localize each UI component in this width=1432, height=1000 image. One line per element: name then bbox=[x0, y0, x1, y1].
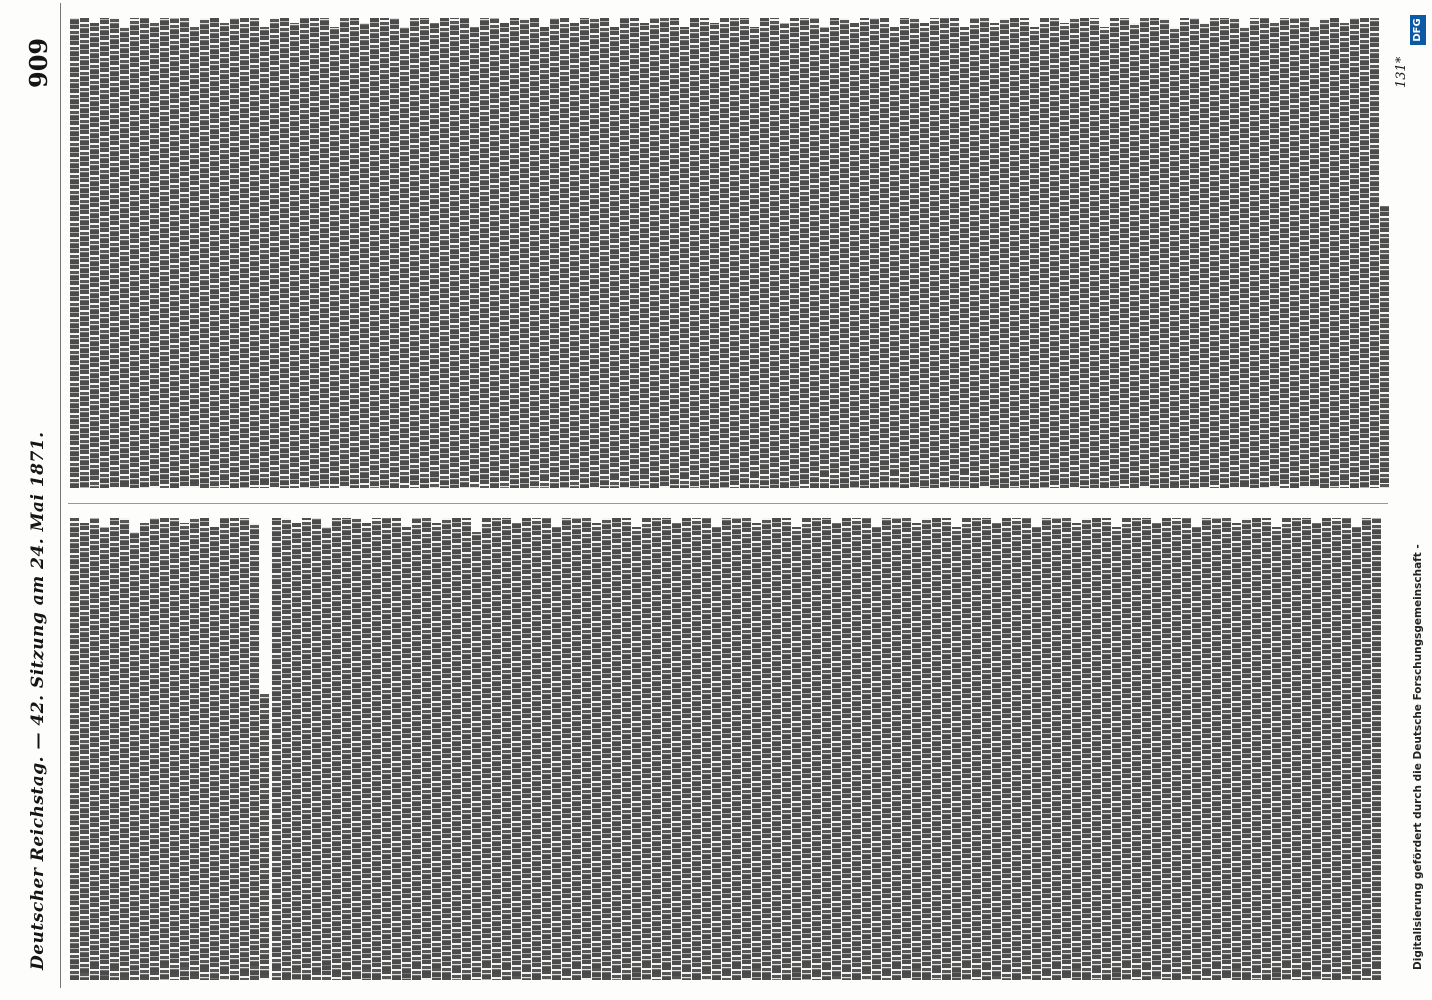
text-line bbox=[150, 23, 159, 488]
text-line bbox=[552, 527, 561, 980]
text-line bbox=[520, 18, 529, 488]
text-line bbox=[1180, 18, 1189, 488]
text-line bbox=[1100, 27, 1109, 488]
text-line bbox=[1212, 518, 1221, 980]
text-line bbox=[722, 518, 731, 980]
text-line bbox=[1042, 518, 1051, 980]
text-line bbox=[270, 18, 279, 488]
text-line bbox=[170, 18, 179, 488]
text-line bbox=[1130, 23, 1139, 488]
text-line bbox=[822, 518, 831, 980]
text-line bbox=[500, 23, 509, 488]
text-line bbox=[492, 518, 501, 980]
text-line bbox=[830, 18, 839, 488]
text-line bbox=[1190, 18, 1199, 488]
text-line bbox=[210, 527, 219, 980]
text-line bbox=[1252, 518, 1261, 980]
text-line bbox=[1110, 18, 1119, 488]
text-line bbox=[1332, 518, 1341, 980]
text-line bbox=[940, 18, 949, 488]
text-line bbox=[70, 18, 79, 488]
text-line bbox=[990, 23, 999, 488]
text-line bbox=[1150, 18, 1159, 488]
text-line bbox=[400, 27, 409, 488]
text-line bbox=[240, 18, 249, 488]
text-line bbox=[870, 18, 879, 488]
text-line bbox=[1082, 518, 1091, 980]
text-line bbox=[452, 518, 461, 980]
text-line bbox=[480, 18, 489, 488]
text-line bbox=[80, 523, 89, 980]
text-line bbox=[1300, 18, 1309, 488]
text-line bbox=[680, 27, 689, 488]
text-line bbox=[570, 23, 579, 488]
text-line bbox=[670, 18, 679, 488]
text-line bbox=[612, 518, 621, 980]
text-line bbox=[340, 18, 349, 488]
text-line bbox=[260, 694, 269, 980]
text-line bbox=[992, 523, 1001, 980]
text-line bbox=[322, 527, 331, 980]
text-line bbox=[1262, 518, 1271, 980]
text-line bbox=[70, 518, 79, 980]
text-line bbox=[672, 523, 681, 980]
text-line bbox=[1372, 518, 1381, 980]
text-line bbox=[482, 518, 491, 980]
text-line bbox=[1350, 18, 1359, 488]
dfg-logo: DFG bbox=[1410, 15, 1426, 45]
text-line bbox=[1002, 518, 1011, 980]
text-line bbox=[1112, 527, 1121, 980]
text-line bbox=[120, 518, 129, 980]
text-line bbox=[190, 518, 199, 980]
text-line bbox=[272, 518, 281, 980]
text-line bbox=[402, 527, 411, 980]
text-line bbox=[582, 518, 591, 980]
text-line bbox=[1050, 18, 1059, 488]
text-line bbox=[462, 518, 471, 980]
text-line bbox=[772, 518, 781, 980]
text-line bbox=[1280, 18, 1289, 488]
text-line bbox=[470, 27, 479, 488]
text-line bbox=[640, 23, 649, 488]
text-line bbox=[1232, 523, 1241, 980]
text-line bbox=[852, 518, 861, 980]
text-line bbox=[1320, 18, 1329, 488]
text-line bbox=[460, 18, 469, 488]
text-line bbox=[1132, 518, 1141, 980]
text-line bbox=[420, 18, 429, 488]
text-line bbox=[1360, 18, 1369, 488]
text-line bbox=[80, 18, 89, 488]
text-column-left bbox=[68, 518, 1388, 980]
text-line bbox=[560, 18, 569, 488]
text-line bbox=[540, 27, 549, 488]
text-line bbox=[1162, 518, 1171, 980]
text-line bbox=[1062, 518, 1071, 980]
text-line bbox=[1200, 23, 1209, 488]
text-line bbox=[250, 523, 259, 980]
text-line bbox=[862, 518, 871, 980]
text-line bbox=[180, 523, 189, 980]
text-line bbox=[1240, 27, 1249, 488]
text-line bbox=[140, 523, 149, 980]
text-line bbox=[442, 518, 451, 980]
text-line bbox=[910, 18, 919, 488]
page-number: 909 bbox=[24, 37, 53, 88]
text-line bbox=[800, 18, 809, 488]
text-line bbox=[562, 518, 571, 980]
text-line bbox=[510, 18, 519, 488]
dfg-funding-note bbox=[1408, 10, 1430, 990]
text-line bbox=[542, 518, 551, 980]
text-line bbox=[700, 18, 709, 488]
text-line bbox=[882, 518, 891, 980]
text-line bbox=[1122, 518, 1131, 980]
text-line bbox=[580, 18, 589, 488]
text-line bbox=[740, 18, 749, 488]
text-line bbox=[362, 523, 371, 980]
text-line bbox=[450, 18, 459, 488]
text-line bbox=[812, 518, 821, 980]
text-line bbox=[1040, 18, 1049, 488]
text-line bbox=[1052, 518, 1061, 980]
text-line bbox=[932, 518, 941, 980]
text-line bbox=[220, 518, 229, 980]
text-line bbox=[710, 23, 719, 488]
text-line bbox=[250, 18, 259, 488]
text-line bbox=[170, 518, 179, 980]
text-line bbox=[352, 518, 361, 980]
text-line bbox=[120, 27, 129, 488]
text-line bbox=[1020, 18, 1029, 488]
text-line bbox=[1270, 23, 1279, 488]
text-line bbox=[712, 527, 721, 980]
text-line bbox=[620, 18, 629, 488]
text-line bbox=[200, 18, 209, 488]
text-line bbox=[260, 27, 269, 488]
text-line bbox=[632, 527, 641, 980]
text-line bbox=[912, 523, 921, 980]
text-line bbox=[360, 23, 369, 488]
text-line bbox=[302, 518, 311, 980]
text-line bbox=[860, 18, 869, 488]
text-line bbox=[440, 18, 449, 488]
text-line bbox=[310, 18, 319, 488]
text-line bbox=[780, 23, 789, 488]
text-line bbox=[922, 518, 931, 980]
text-line bbox=[1010, 18, 1019, 488]
text-line bbox=[412, 518, 421, 980]
text-line bbox=[130, 532, 139, 980]
text-line bbox=[650, 18, 659, 488]
text-line bbox=[660, 18, 669, 488]
text-line bbox=[382, 518, 391, 980]
text-line bbox=[472, 532, 481, 980]
text-line bbox=[200, 518, 209, 980]
text-line bbox=[850, 23, 859, 488]
text-line bbox=[762, 518, 771, 980]
text-line bbox=[742, 518, 751, 980]
text-line bbox=[840, 18, 849, 488]
text-line bbox=[1202, 518, 1211, 980]
text-line bbox=[90, 518, 99, 980]
text-line bbox=[902, 518, 911, 980]
text-line bbox=[210, 18, 219, 488]
text-line bbox=[1170, 27, 1179, 488]
text-line bbox=[1070, 18, 1079, 488]
text-line bbox=[320, 18, 329, 488]
text-line bbox=[350, 18, 359, 488]
text-line bbox=[130, 18, 139, 488]
text-line bbox=[662, 518, 671, 980]
text-line bbox=[1120, 18, 1129, 488]
text-line bbox=[790, 18, 799, 488]
text-line bbox=[512, 523, 521, 980]
text-line bbox=[160, 518, 169, 980]
text-line bbox=[590, 18, 599, 488]
text-line bbox=[1140, 18, 1149, 488]
text-line bbox=[960, 27, 969, 488]
text-line bbox=[230, 18, 239, 488]
signature-mark: 131* bbox=[1394, 56, 1409, 88]
text-line bbox=[892, 518, 901, 980]
text-line bbox=[1230, 18, 1239, 488]
text-line bbox=[90, 23, 99, 488]
text-line bbox=[920, 23, 929, 488]
text-line bbox=[312, 518, 321, 980]
text-line bbox=[110, 18, 119, 488]
text-line bbox=[1290, 18, 1299, 488]
text-line bbox=[100, 527, 109, 980]
text-line bbox=[622, 518, 631, 980]
text-line bbox=[1362, 518, 1371, 980]
header-divider bbox=[60, 3, 61, 988]
text-line bbox=[410, 18, 419, 488]
text-line bbox=[292, 523, 301, 980]
text-line bbox=[820, 27, 829, 488]
header-title: Deutscher Reichstag. — 42. Sitzung am 24. Mai 1871. bbox=[28, 431, 48, 970]
text-line bbox=[652, 518, 661, 980]
text-line bbox=[372, 518, 381, 980]
text-line bbox=[750, 27, 759, 488]
text-line bbox=[430, 23, 439, 488]
text-line bbox=[720, 18, 729, 488]
text-line bbox=[1272, 527, 1281, 980]
text-line bbox=[1312, 523, 1321, 980]
text-column-right bbox=[68, 18, 1388, 488]
text-line bbox=[600, 18, 609, 488]
text-line bbox=[422, 518, 431, 980]
text-line bbox=[1072, 523, 1081, 980]
text-line bbox=[1210, 18, 1219, 488]
text-line bbox=[930, 18, 939, 488]
text-line bbox=[980, 18, 989, 488]
text-line bbox=[1380, 206, 1389, 488]
text-line bbox=[832, 523, 841, 980]
text-line bbox=[952, 527, 961, 980]
text-line bbox=[240, 518, 249, 980]
text-line bbox=[390, 18, 399, 488]
text-line bbox=[702, 518, 711, 980]
text-line bbox=[982, 518, 991, 980]
text-line bbox=[1340, 23, 1349, 488]
text-line bbox=[890, 27, 899, 488]
text-line bbox=[872, 527, 881, 980]
text-line bbox=[1352, 527, 1361, 980]
text-line bbox=[530, 18, 539, 488]
text-line bbox=[592, 523, 601, 980]
text-line bbox=[392, 518, 401, 980]
text-line bbox=[100, 18, 109, 488]
text-line bbox=[342, 518, 351, 980]
text-line bbox=[1282, 518, 1291, 980]
text-line bbox=[802, 518, 811, 980]
text-line bbox=[550, 18, 559, 488]
text-line bbox=[532, 518, 541, 980]
text-line bbox=[300, 18, 309, 488]
text-line bbox=[1182, 518, 1191, 980]
text-line bbox=[190, 27, 199, 488]
column-divider bbox=[68, 503, 1388, 504]
text-line bbox=[1192, 527, 1201, 980]
text-line bbox=[370, 18, 379, 488]
text-line bbox=[180, 18, 189, 488]
text-line bbox=[690, 18, 699, 488]
text-line bbox=[1152, 523, 1161, 980]
text-line bbox=[1032, 527, 1041, 980]
text-line bbox=[942, 518, 951, 980]
text-line bbox=[1030, 27, 1039, 488]
text-line bbox=[1370, 18, 1379, 488]
rotated-reichstag-page bbox=[22, 3, 1412, 988]
text-line bbox=[1142, 518, 1151, 980]
text-line bbox=[1322, 518, 1331, 980]
text-line bbox=[502, 518, 511, 980]
text-line bbox=[110, 518, 119, 980]
text-line bbox=[1092, 518, 1101, 980]
text-line bbox=[1220, 18, 1229, 488]
text-line bbox=[1302, 518, 1311, 980]
text-line bbox=[1250, 18, 1259, 488]
text-line bbox=[1022, 518, 1031, 980]
text-line bbox=[160, 18, 169, 488]
text-line bbox=[1310, 27, 1319, 488]
text-line bbox=[630, 18, 639, 488]
text-line bbox=[732, 518, 741, 980]
text-line bbox=[330, 27, 339, 488]
text-line bbox=[150, 518, 159, 980]
text-line bbox=[1102, 518, 1111, 980]
text-line bbox=[1260, 18, 1269, 488]
text-line bbox=[880, 18, 889, 488]
text-line bbox=[1012, 518, 1021, 980]
text-line bbox=[1242, 518, 1251, 980]
text-line bbox=[230, 518, 239, 980]
text-line bbox=[642, 518, 651, 980]
text-line bbox=[140, 18, 149, 488]
text-line bbox=[1342, 518, 1351, 980]
text-line bbox=[1080, 18, 1089, 488]
text-line bbox=[572, 518, 581, 980]
text-line bbox=[1330, 18, 1339, 488]
text-line bbox=[1222, 518, 1231, 980]
text-line bbox=[810, 18, 819, 488]
text-line bbox=[282, 518, 291, 980]
text-line bbox=[760, 18, 769, 488]
text-line bbox=[972, 518, 981, 980]
text-line bbox=[1292, 518, 1301, 980]
text-line bbox=[432, 523, 441, 980]
text-line bbox=[962, 518, 971, 980]
text-line bbox=[842, 518, 851, 980]
text-line bbox=[280, 18, 289, 488]
text-line bbox=[1060, 23, 1069, 488]
text-line bbox=[332, 518, 341, 980]
text-line bbox=[490, 18, 499, 488]
text-line bbox=[900, 18, 909, 488]
text-line bbox=[782, 518, 791, 980]
text-line bbox=[682, 518, 691, 980]
text-line bbox=[730, 18, 739, 488]
text-line bbox=[970, 18, 979, 488]
text-line bbox=[1160, 18, 1169, 488]
text-line bbox=[1172, 518, 1181, 980]
text-line bbox=[1000, 18, 1009, 488]
text-line bbox=[792, 527, 801, 980]
text-line bbox=[522, 518, 531, 980]
text-line bbox=[602, 518, 611, 980]
text-line bbox=[610, 27, 619, 488]
text-line bbox=[1090, 18, 1099, 488]
text-line bbox=[950, 18, 959, 488]
text-line bbox=[752, 523, 761, 980]
text-line bbox=[380, 18, 389, 488]
text-line bbox=[770, 18, 779, 488]
running-header bbox=[22, 3, 62, 988]
funding-note-text: Digitalisierung gefördert durch die Deutsche Forschungsgemeinschaft - bbox=[1412, 544, 1424, 970]
text-line bbox=[290, 23, 299, 488]
text-line bbox=[692, 518, 701, 980]
text-line bbox=[220, 23, 229, 488]
